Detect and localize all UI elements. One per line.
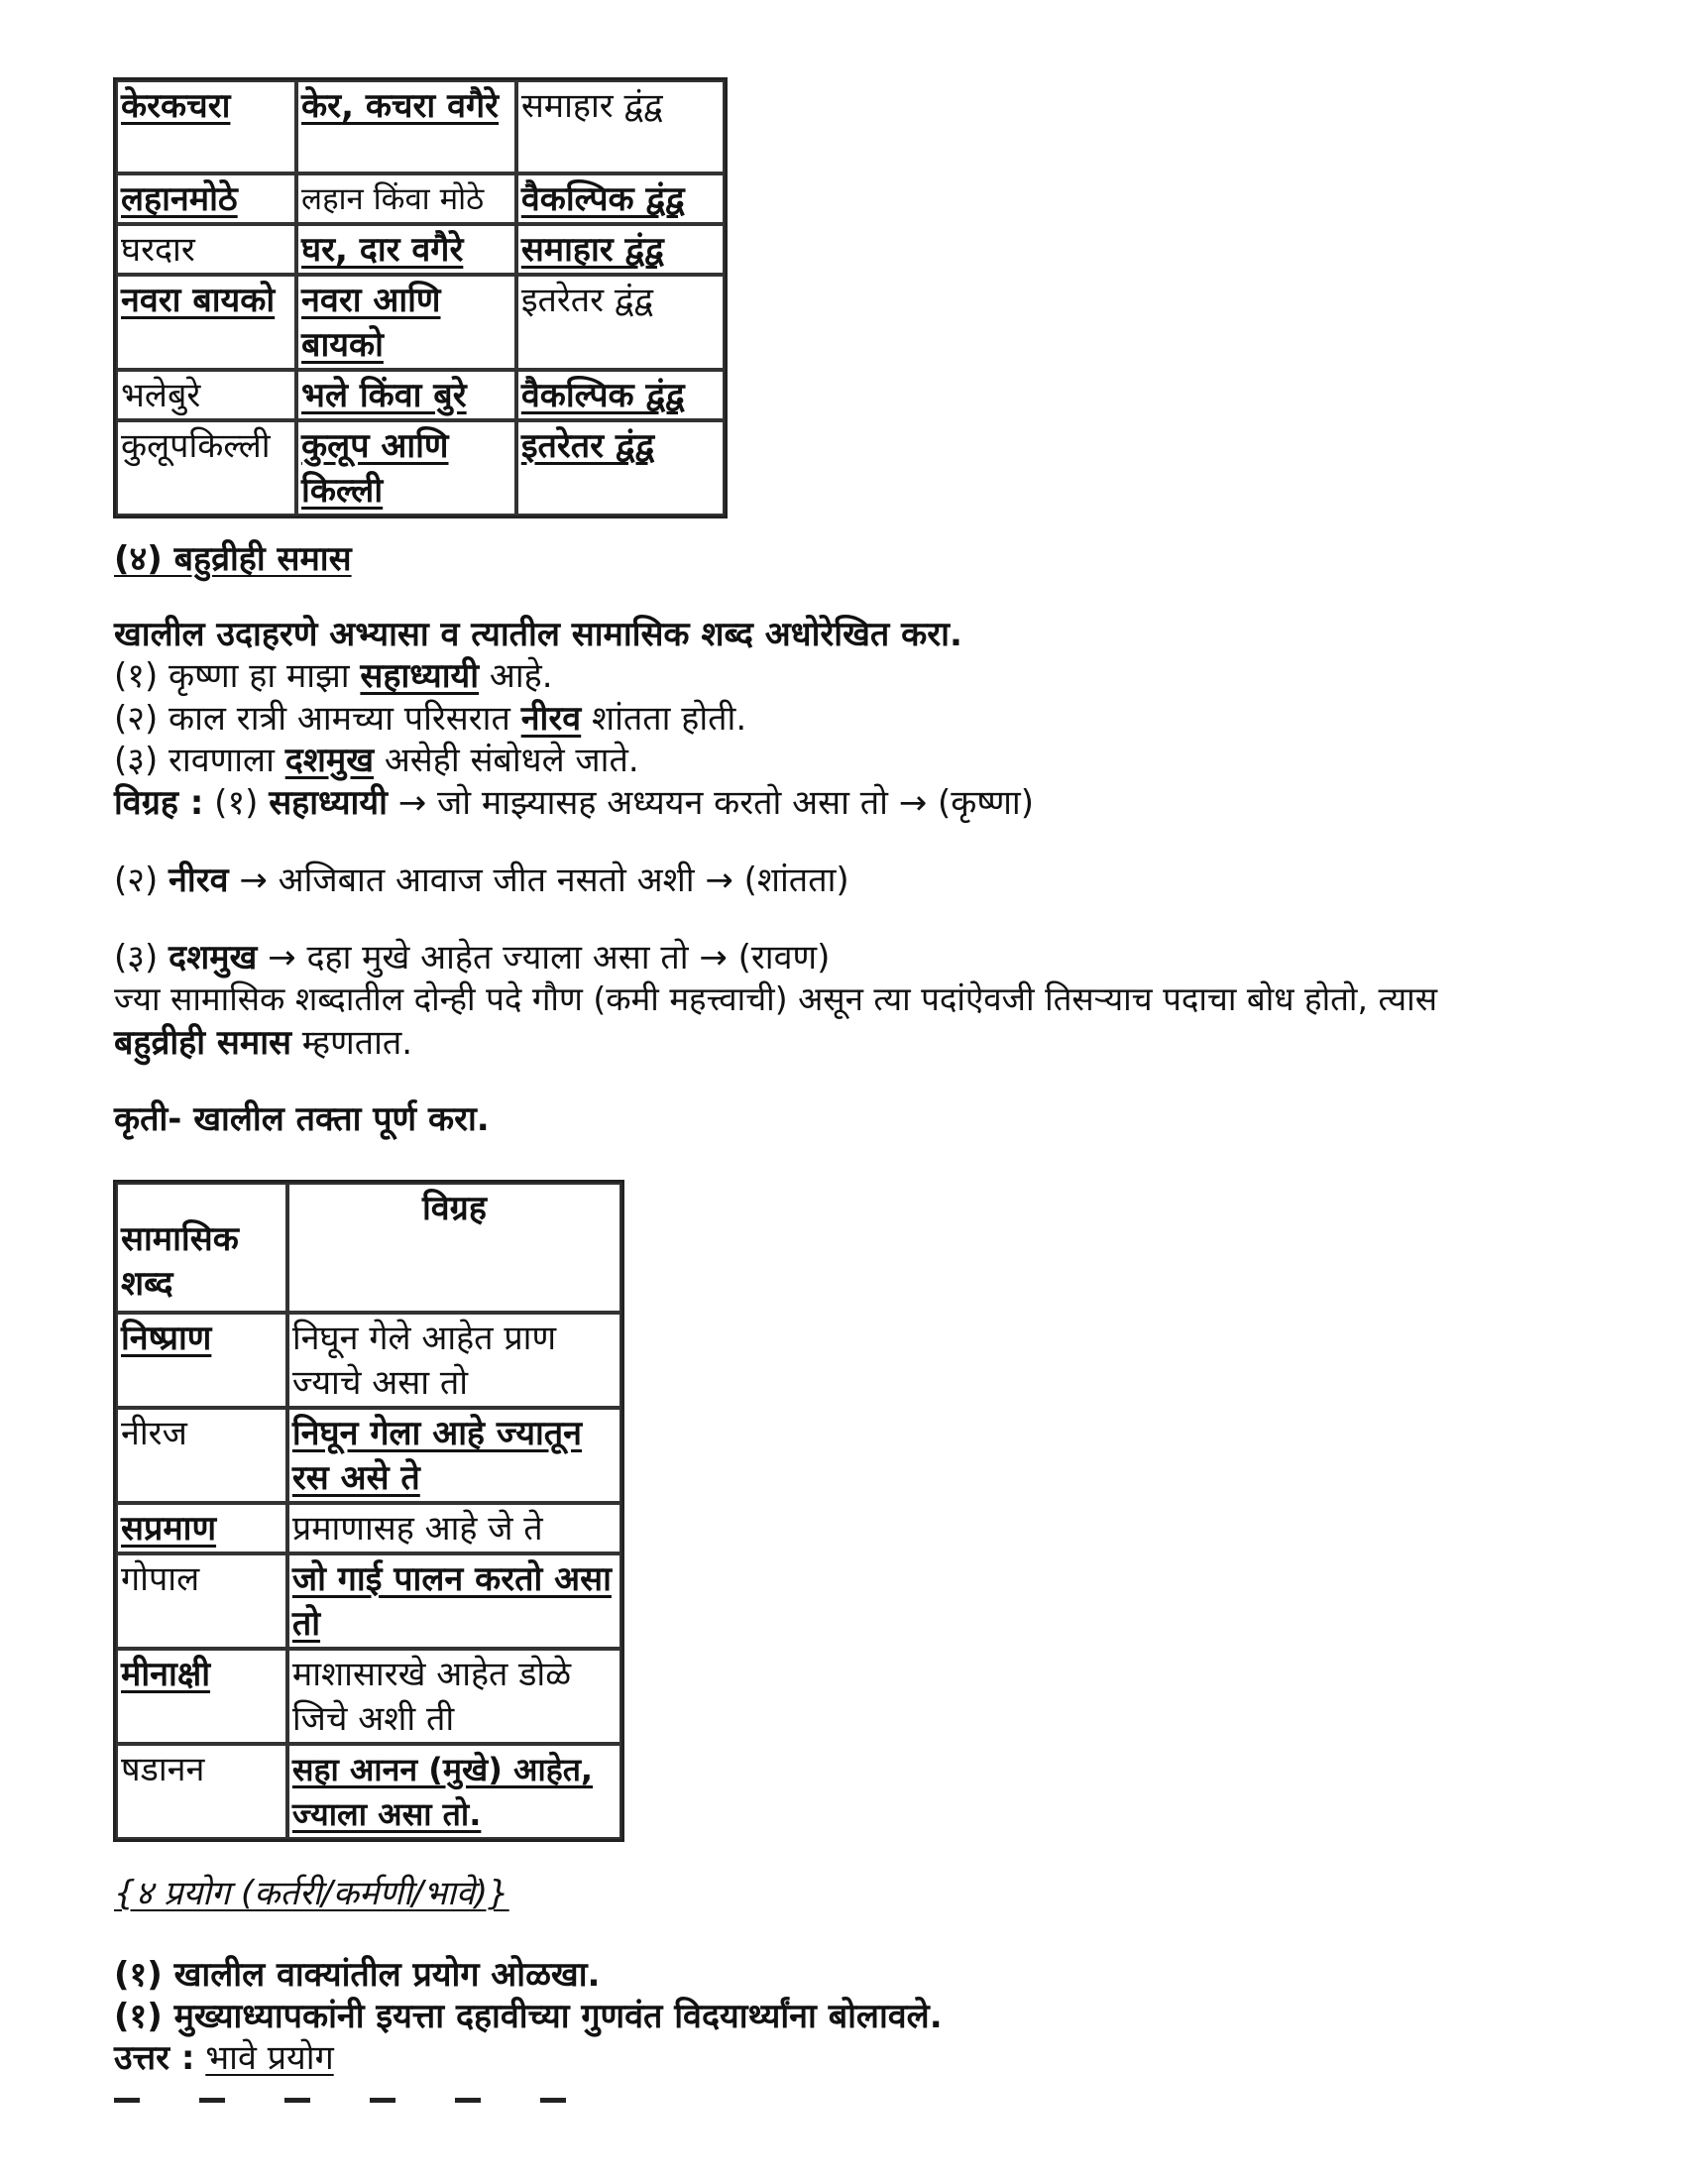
samasik-word: गोपाल xyxy=(116,1553,287,1649)
table-row xyxy=(116,1649,621,1744)
sentence-1: (१) मुख्याध्यापकांनी इयत्ता दहावीच्या गुणवंत विदयार्थ्यांना बोलावले. xyxy=(114,1997,943,2036)
vigraha-cell: निघून गेला आहे ज्यातून रस असे ते xyxy=(287,1408,621,1503)
example-text: (१) कृष्णा हा माझा xyxy=(114,656,361,696)
samasik-word: नीरव xyxy=(520,699,582,739)
vigraha-cell: निघून गेले आहेत प्राण ज्याचे असा तो xyxy=(287,1313,621,1408)
example-text: असेही संबोधले जाते. xyxy=(374,741,639,780)
bahuvrihi-table xyxy=(113,1180,624,1842)
vigraha-cell: नवरा आणि बायको xyxy=(296,275,516,370)
definition-paragraph xyxy=(114,977,1621,1065)
vigraha-line-1 xyxy=(114,781,1034,825)
answer-label: उत्तर : xyxy=(114,2038,195,2078)
vigraha-text: → अजिबात आवाज जीत नसतो अशी → (शांतता) xyxy=(228,861,849,900)
vigraha-num: (२) xyxy=(114,861,169,900)
example-3 xyxy=(114,739,639,782)
vigraha-cell: लहान किंवा मोठे xyxy=(296,173,516,224)
instruction-text: खालील उदाहरणे अभ्यासा व त्यातील सामासिक शब्द अधोरेखित करा. xyxy=(114,615,962,654)
table-row xyxy=(116,80,725,173)
definition-text: ज्या सामासिक शब्दातील दोन्ही पदे गौण (कमी महत्त्वाची) असून त्या पदांऐवजी तिसऱ्याच पदाचा बोध होतो, त्यास xyxy=(114,979,1438,1018)
cut-off-text-fragment xyxy=(114,2092,629,2106)
table-header-row xyxy=(116,1183,621,1313)
column-header-word xyxy=(116,1183,287,1313)
table-row xyxy=(116,224,725,275)
vigraha-cell: माशासारखे आहेत डोळे जिचे अशी ती xyxy=(287,1649,621,1744)
vigraha-label: विग्रह : xyxy=(114,783,204,823)
samasik-word: षडानन xyxy=(116,1744,287,1839)
samasik-word: सहाध्यायी xyxy=(360,656,480,696)
samasik-word: सप्रमाण xyxy=(116,1503,287,1553)
samasik-word: मीनाक्षी xyxy=(116,1649,287,1744)
table-row xyxy=(116,1553,621,1649)
vigraha-cell: जो गाई पालन करतो असा तो xyxy=(287,1553,621,1649)
samasik-word: सहाध्यायी xyxy=(269,783,388,823)
table-row xyxy=(116,1313,621,1408)
vigraha-cell: प्रमाणासह आहे जे ते xyxy=(287,1503,621,1553)
table-row xyxy=(116,1744,621,1839)
table-row xyxy=(116,275,725,370)
dvandva-table xyxy=(113,77,728,518)
vigraha-text: → जो माझ्यासह अध्ययन करतो असा तो → (कृष्णा) xyxy=(387,783,1034,823)
column-header-vigraha: विग्रह xyxy=(287,1183,621,1313)
definition-term: बहुव्रीही समास xyxy=(114,1023,291,1063)
table-row xyxy=(116,173,725,224)
example-text: शांतता होती. xyxy=(581,699,747,739)
samasik-word: नीरज xyxy=(116,1408,287,1503)
example-text: (२) काल रात्री आमच्या परिसरात xyxy=(114,699,521,739)
definition-text: म्हणतात. xyxy=(290,1023,413,1063)
samas-type: समाहार द्वंद्व xyxy=(516,224,725,275)
answer-line xyxy=(114,2036,334,2080)
vigraha-cell: घर, दार वगैरे xyxy=(296,224,516,275)
vigraha-text: → दहा मुखे आहेत ज्याला असा तो → (रावण) xyxy=(257,938,831,977)
vigraha-cell: केर, कचरा वगैरे xyxy=(296,80,516,173)
vigraha-num: (३) xyxy=(114,938,169,977)
section-heading-prayog: {४ प्रयोग (कर्तरी/कर्मणी/भावे)} xyxy=(114,1874,509,1913)
section-heading-bahuvrihi: (४) बहुव्रीही समास xyxy=(114,539,352,579)
samasik-word: घरदार xyxy=(116,224,296,275)
samasik-word: निष्प्राण xyxy=(116,1313,287,1408)
samasik-word: नवरा बायको xyxy=(116,275,296,370)
table-row xyxy=(116,420,725,516)
example-1 xyxy=(114,654,553,698)
header-text: सामासिक शब्द xyxy=(121,1219,239,1304)
samas-type: वैकल्पिक द्वंद्व xyxy=(516,173,725,224)
table-row xyxy=(116,370,725,420)
table-row xyxy=(116,1408,621,1503)
example-2 xyxy=(114,697,746,741)
samasik-word: केरकचरा xyxy=(116,80,296,173)
samas-type: इतरेतर द्वंद्व xyxy=(516,420,725,516)
samas-type: वैकल्पिक द्वंद्व xyxy=(516,370,725,420)
question-text: (१) खालील वाक्यांतील प्रयोग ओळखा. xyxy=(114,1955,601,1995)
samas-type: समाहार द्वंद्व xyxy=(516,80,725,173)
vigraha-cell: कुलूप आणि किल्ली xyxy=(296,420,516,516)
vigraha-num: (१) xyxy=(203,783,270,823)
answer-value: भावे प्रयोग xyxy=(205,2038,334,2078)
vigraha-line-3 xyxy=(114,936,830,979)
samas-type: इतरेतर द्वंद्व xyxy=(516,275,725,370)
samasik-word: नीरव xyxy=(169,861,229,900)
example-text: आहे. xyxy=(479,656,553,696)
example-text: (३) रावणाला xyxy=(114,741,285,780)
samasik-word: भलेबुरे xyxy=(116,370,296,420)
vigraha-cell: सहा आनन (मुखे) आहेत, ज्याला असा तो. xyxy=(287,1744,621,1839)
samasik-word: दशमुख xyxy=(284,741,375,780)
vigraha-line-2 xyxy=(114,859,849,902)
vigraha-cell: भले किंवा बुरे xyxy=(296,370,516,420)
task-heading: कृती- खालील तक्ता पूर्ण करा. xyxy=(114,1099,490,1139)
samasik-word: कुलूपकिल्ली xyxy=(116,420,296,516)
samasik-word: लहानमोठे xyxy=(116,173,296,224)
samasik-word: दशमुख xyxy=(169,938,258,977)
table-row xyxy=(116,1503,621,1553)
